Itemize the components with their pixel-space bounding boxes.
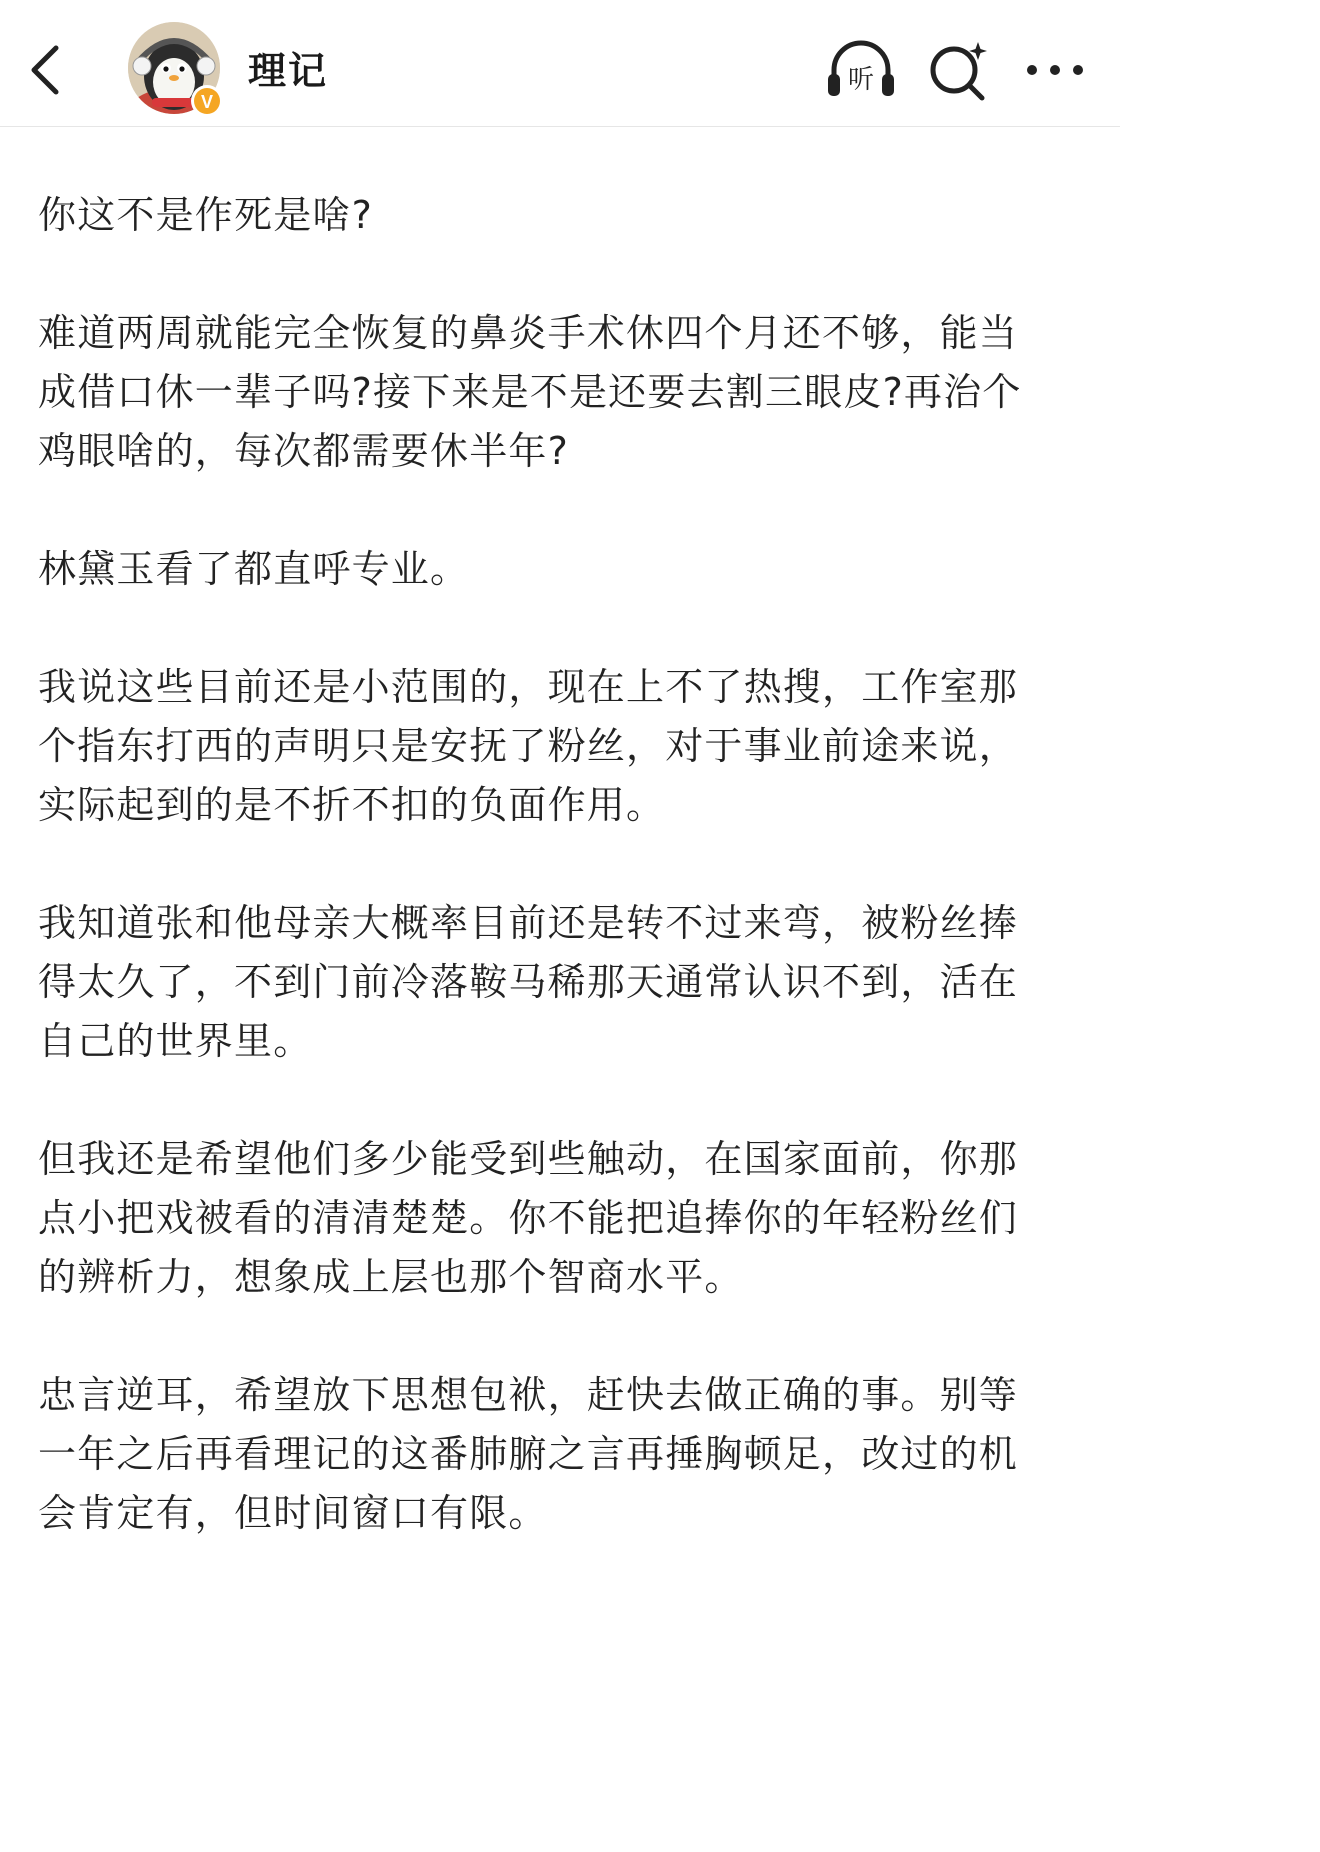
post-paragraph: 但我还是希望他们多少能受到些触动，在国家面前，你那点小把戏被看的清清楚楚。你不能把追捧你的年轻粉丝们的辨析力，想象成上层也那个智商水平。 <box>38 1137 1019 1299</box>
avatar[interactable] <box>128 22 224 118</box>
post-paragraph: 你这不是作死是啥? <box>38 193 373 237</box>
post-paragraph: 忠言逆耳，希望放下思想包袱，赶快去做正确的事。别等一年之后再看理记的这番肺腑之言再捶胸顿足，改过的机会肯定有，但时间窗口有限。 <box>38 1373 1019 1535</box>
listen-button[interactable] <box>824 38 898 102</box>
listen-label: 听 <box>847 65 875 95</box>
post-paragraph: 林黛玉看了都直呼专业。 <box>38 547 470 591</box>
back-button[interactable] <box>22 36 70 104</box>
search-sparkle-icon <box>926 38 992 102</box>
account-name[interactable]: 理记 <box>248 49 329 93</box>
headphones-icon <box>824 38 898 102</box>
verified-badge <box>190 84 224 118</box>
more-button[interactable] <box>1022 38 1088 102</box>
post-paragraph: 我知道张和他母亲大概率目前还是转不过来弯，被粉丝捧得太久了，不到门前冷落鞍马稀那天通常认识不到，活在自己的世界里。 <box>38 901 1019 1063</box>
post-paragraph: 难道两周就能完全恢复的鼻炎手术休四个月还不够，能当成借口休一辈子吗?接下来是不是还要去割三眼皮?再治个鸡眼啥的，每次都需要休半年? <box>38 311 1022 473</box>
post-paragraph: 我说这些目前还是小范围的，现在上不了热搜，工作室那个指东打西的声明只是安抚了粉丝，对于事业前途来说，实际起到的是不折不扣的负面作用。 <box>38 665 1019 827</box>
top-bar <box>0 0 1120 127</box>
verified-badge-text: V <box>200 92 214 112</box>
post-body <box>38 186 1050 1602</box>
chevron-left-icon <box>22 36 70 104</box>
search-button[interactable] <box>926 38 992 102</box>
more-dots-icon <box>1022 38 1088 102</box>
